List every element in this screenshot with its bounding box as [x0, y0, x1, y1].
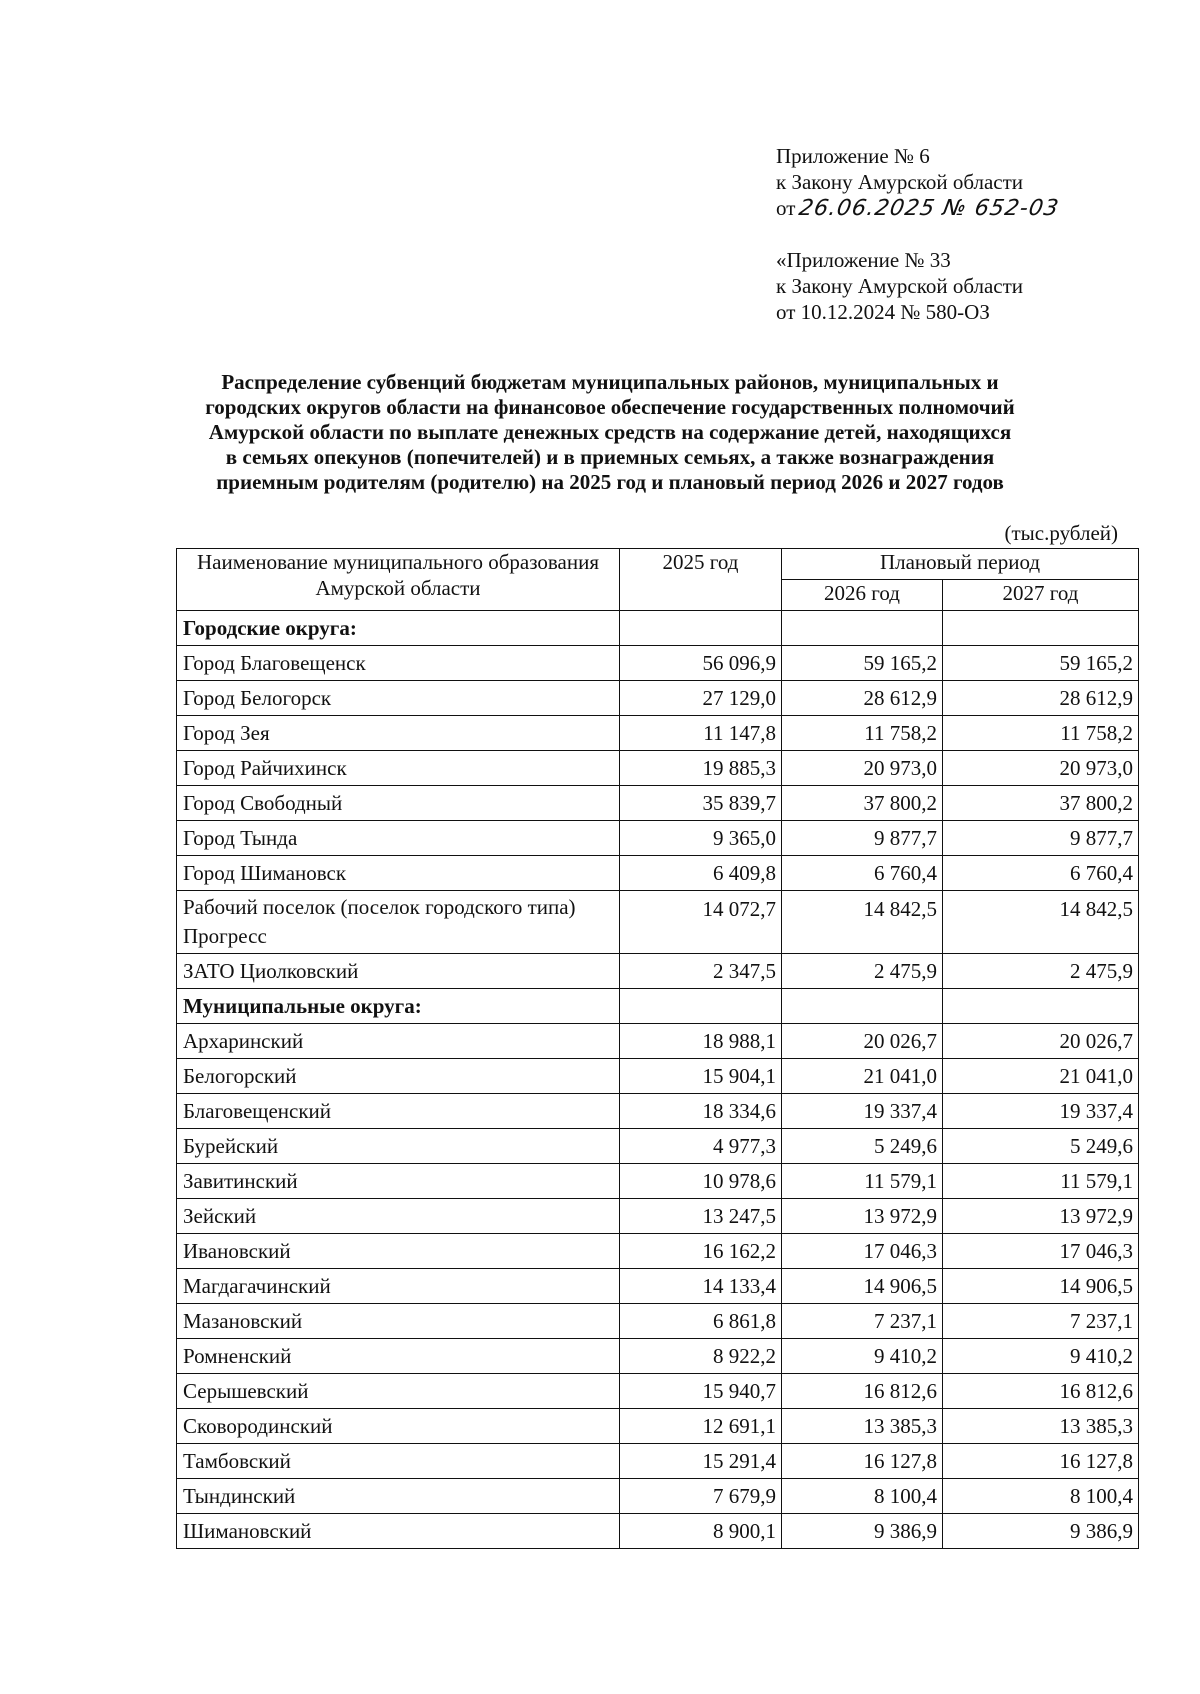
- empty-cell: [782, 989, 943, 1024]
- value-2026: 9 410,2: [782, 1339, 943, 1374]
- value-2026: 37 800,2: [782, 786, 943, 821]
- row-name: Город Тында: [177, 821, 620, 856]
- value-2027: 17 046,3: [943, 1234, 1139, 1269]
- table-body: [177, 611, 1139, 1549]
- value-2025: 15 940,7: [620, 1374, 782, 1409]
- handwritten-date: 26.06.2025 № 652-03: [797, 196, 1062, 221]
- value-2026: 2 475,9: [782, 954, 943, 989]
- appendix-law: к Закону Амурской области: [776, 170, 1024, 194]
- table-row: [177, 891, 1139, 954]
- value-2026: 13 972,9: [782, 1199, 943, 1234]
- title-line: в семьях опекунов (попечителей) и в приемных семьях, а также вознаграждения: [225, 445, 995, 469]
- value-2026: 7 237,1: [782, 1304, 943, 1339]
- table-row: [177, 1234, 1139, 1269]
- value-2026: 9 386,9: [782, 1514, 943, 1549]
- value-2027: 16 812,6: [943, 1374, 1139, 1409]
- value-2025: 56 096,9: [620, 646, 782, 681]
- prev-appendix-number: «Приложение № 33: [776, 248, 951, 272]
- value-2025: 8 922,2: [620, 1339, 782, 1374]
- row-name: Завитинский: [177, 1164, 620, 1199]
- table-row: [177, 786, 1139, 821]
- empty-cell: [620, 611, 782, 646]
- value-2025: 6 861,8: [620, 1304, 782, 1339]
- value-2027: 9 877,7: [943, 821, 1139, 856]
- row-name: Архаринский: [177, 1024, 620, 1059]
- row-name: Город Белогорск: [177, 681, 620, 716]
- table-row: [177, 1094, 1139, 1129]
- row-name: Город Шимановск: [177, 856, 620, 891]
- value-2026: 9 877,7: [782, 821, 943, 856]
- table-row: [177, 751, 1139, 786]
- value-2025: 10 978,6: [620, 1164, 782, 1199]
- appendix-date: [776, 195, 1062, 222]
- units-label: (тыс.рублей): [1004, 521, 1118, 545]
- value-2025: 4 977,3: [620, 1129, 782, 1164]
- value-2027: 8 100,4: [943, 1479, 1139, 1514]
- value-2026: 17 046,3: [782, 1234, 943, 1269]
- value-2027: 7 237,1: [943, 1304, 1139, 1339]
- value-2025: 6 409,8: [620, 856, 782, 891]
- value-2025: 11 147,8: [620, 716, 782, 751]
- row-name: Шимановский: [177, 1514, 620, 1549]
- value-2027: 19 337,4: [943, 1094, 1139, 1129]
- table-row: [177, 1269, 1139, 1304]
- empty-cell: [620, 989, 782, 1024]
- value-2027: 28 612,9: [943, 681, 1139, 716]
- appendix-date-prefix: от: [776, 196, 796, 220]
- value-2026: 21 041,0: [782, 1059, 943, 1094]
- value-2025: 13 247,5: [620, 1199, 782, 1234]
- table-row: [177, 1304, 1139, 1339]
- appendix-header: [776, 143, 1062, 222]
- header-2025: 2025 год: [620, 549, 782, 611]
- row-name: Город Зея: [177, 716, 620, 751]
- value-2026: 6 760,4: [782, 856, 943, 891]
- value-2026: 11 758,2: [782, 716, 943, 751]
- table-row: [177, 1199, 1139, 1234]
- row-name: Рабочий поселок (поселок городского типа) Прогресс: [177, 891, 620, 954]
- row-name: Ивановский: [177, 1234, 620, 1269]
- row-name: Город Свободный: [177, 786, 620, 821]
- title-line: Амурской области по выплате денежных средств на содержание детей, находящихся: [208, 420, 1012, 444]
- value-2027: 14 906,5: [943, 1269, 1139, 1304]
- value-2027: 20 973,0: [943, 751, 1139, 786]
- prev-appendix-date: от 10.12.2024 № 580-ОЗ: [776, 300, 990, 324]
- value-2027: 14 842,5: [943, 891, 1139, 954]
- value-2025: 8 900,1: [620, 1514, 782, 1549]
- prev-appendix-law: к Закону Амурской области: [776, 274, 1024, 298]
- value-2026: 14 842,5: [782, 891, 943, 954]
- table-row: [177, 1024, 1139, 1059]
- table-row: [177, 1129, 1139, 1164]
- section-title: Муниципальные округа:: [177, 989, 620, 1024]
- value-2025: 7 679,9: [620, 1479, 782, 1514]
- table-row: [177, 681, 1139, 716]
- row-name: Бурейский: [177, 1129, 620, 1164]
- row-name: Город Благовещенск: [177, 646, 620, 681]
- value-2026: 5 249,6: [782, 1129, 943, 1164]
- empty-cell: [943, 611, 1139, 646]
- row-name: Мазановский: [177, 1304, 620, 1339]
- row-name: Благовещенский: [177, 1094, 620, 1129]
- row-name: Магдагачинский: [177, 1269, 620, 1304]
- row-name: Белогорский: [177, 1059, 620, 1094]
- row-name: Сковородинский: [177, 1409, 620, 1444]
- value-2027: 6 760,4: [943, 856, 1139, 891]
- value-2026: 16 127,8: [782, 1444, 943, 1479]
- value-2025: 15 291,4: [620, 1444, 782, 1479]
- title-line: городских округов области на финансовое обеспечение государственных полномочий: [205, 395, 1015, 419]
- value-2027: 2 475,9: [943, 954, 1139, 989]
- table-row: [177, 1479, 1139, 1514]
- table-row: [177, 716, 1139, 751]
- table-row: [177, 1374, 1139, 1409]
- value-2027: 20 026,7: [943, 1024, 1139, 1059]
- value-2027: 13 972,9: [943, 1199, 1139, 1234]
- previous-appendix-header: [776, 247, 1023, 325]
- section-row: [177, 611, 1139, 646]
- empty-cell: [782, 611, 943, 646]
- value-2026: 59 165,2: [782, 646, 943, 681]
- value-2025: 18 334,6: [620, 1094, 782, 1129]
- value-2026: 13 385,3: [782, 1409, 943, 1444]
- value-2026: 11 579,1: [782, 1164, 943, 1199]
- value-2025: 2 347,5: [620, 954, 782, 989]
- value-2025: 14 133,4: [620, 1269, 782, 1304]
- value-2025: 16 162,2: [620, 1234, 782, 1269]
- table-row: [177, 954, 1139, 989]
- value-2026: 8 100,4: [782, 1479, 943, 1514]
- title-line: приемным родителям (родителю) на 2025 год и плановый период 2026 и 2027 годов: [216, 470, 1004, 494]
- row-name: Ромненский: [177, 1339, 620, 1374]
- value-2025: 35 839,7: [620, 786, 782, 821]
- value-2026: 20 026,7: [782, 1024, 943, 1059]
- header-2027: 2027 год: [943, 580, 1139, 611]
- value-2026: 16 812,6: [782, 1374, 943, 1409]
- table-row: [177, 1409, 1139, 1444]
- header-plan: Плановый период: [782, 549, 1139, 580]
- value-2027: 13 385,3: [943, 1409, 1139, 1444]
- section-title: Городские округа:: [177, 611, 620, 646]
- row-name: Тамбовский: [177, 1444, 620, 1479]
- title-line: Распределение субвенций бюджетам муниципальных районов, муниципальных и: [221, 370, 999, 394]
- value-2027: 11 579,1: [943, 1164, 1139, 1199]
- section-row: [177, 989, 1139, 1024]
- value-2027: 37 800,2: [943, 786, 1139, 821]
- table-row: [177, 1164, 1139, 1199]
- table-row: [177, 1514, 1139, 1549]
- value-2027: 9 410,2: [943, 1339, 1139, 1374]
- value-2025: 27 129,0: [620, 681, 782, 716]
- value-2027: 5 249,6: [943, 1129, 1139, 1164]
- value-2026: 14 906,5: [782, 1269, 943, 1304]
- value-2027: 16 127,8: [943, 1444, 1139, 1479]
- value-2026: 19 337,4: [782, 1094, 943, 1129]
- value-2025: 15 904,1: [620, 1059, 782, 1094]
- document-title: [140, 370, 1080, 495]
- header-name: Наименование муниципального образования Амурской области: [177, 549, 620, 611]
- appendix-number: Приложение № 6: [776, 144, 930, 168]
- header-2026: 2026 год: [782, 580, 943, 611]
- table-row: [177, 1444, 1139, 1479]
- row-name: Тындинский: [177, 1479, 620, 1514]
- row-name: Город Райчихинск: [177, 751, 620, 786]
- value-2026: 28 612,9: [782, 681, 943, 716]
- table-row: [177, 821, 1139, 856]
- subvention-table: [176, 548, 1139, 1549]
- row-name: Зейский: [177, 1199, 620, 1234]
- table-row: [177, 1059, 1139, 1094]
- row-name: ЗАТО Циолковский: [177, 954, 620, 989]
- value-2026: 20 973,0: [782, 751, 943, 786]
- table-row: [177, 856, 1139, 891]
- value-2025: 18 988,1: [620, 1024, 782, 1059]
- value-2027: 9 386,9: [943, 1514, 1139, 1549]
- value-2027: 11 758,2: [943, 716, 1139, 751]
- value-2027: 59 165,2: [943, 646, 1139, 681]
- row-name: Серышевский: [177, 1374, 620, 1409]
- value-2025: 19 885,3: [620, 751, 782, 786]
- empty-cell: [943, 989, 1139, 1024]
- table-row: [177, 646, 1139, 681]
- value-2025: 14 072,7: [620, 891, 782, 954]
- value-2025: 12 691,1: [620, 1409, 782, 1444]
- value-2025: 9 365,0: [620, 821, 782, 856]
- value-2027: 21 041,0: [943, 1059, 1139, 1094]
- table-row: [177, 1339, 1139, 1374]
